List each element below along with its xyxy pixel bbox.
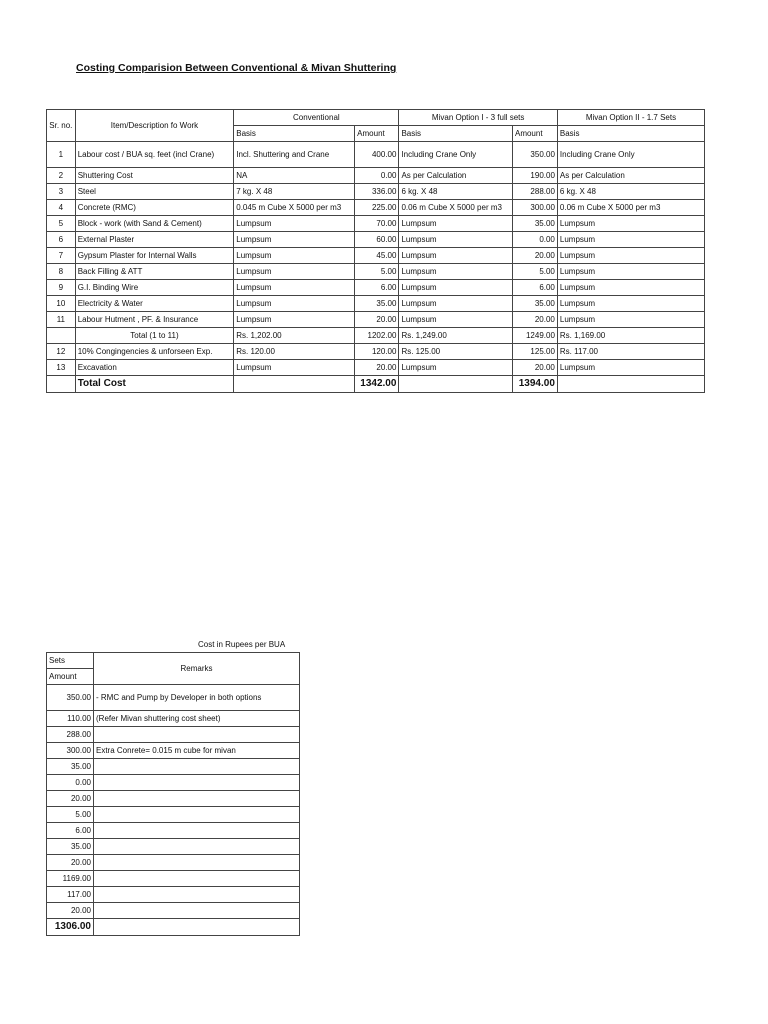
mivan1-amount-cell: 5.00	[512, 264, 557, 280]
header-item: Item/Description fo Work	[75, 110, 234, 142]
remark-cell	[94, 759, 300, 775]
mivan1-basis-cell: Lumpsum	[399, 232, 513, 248]
mivan2-basis-cell: 0.06 m Cube X 5000 per m3	[557, 200, 704, 216]
mivan1-amount-cell: 1249.00	[512, 328, 557, 344]
sr-no-cell: 7	[47, 248, 76, 264]
conventional-basis-cell: Lumpsum	[234, 312, 355, 328]
remark-cell	[94, 887, 300, 903]
side-table-row	[47, 711, 300, 727]
side-table-row	[47, 887, 300, 903]
empty-cell	[557, 376, 704, 393]
sr-no-cell: 9	[47, 280, 76, 296]
mivan1-amount-cell: 288.00	[512, 184, 557, 200]
remark-cell	[94, 839, 300, 855]
mivan2-amount-cell: 5.00	[47, 807, 94, 823]
item-cell: Labour cost / BUA sq. feet (incl Crane)	[75, 142, 234, 168]
conventional-basis-cell: Lumpsum	[234, 232, 355, 248]
mivan2-amount-cell: 117.00	[47, 887, 94, 903]
costing-table	[46, 109, 705, 393]
header-amount: Amount	[355, 126, 399, 142]
sr-no-cell	[47, 328, 76, 344]
page-title: Costing Comparision Between Conventional & Mivan Shuttering	[76, 62, 397, 74]
sr-no-cell: 5	[47, 216, 76, 232]
empty-cell	[234, 376, 355, 393]
mivan1-basis-cell: Rs. 1,249.00	[399, 328, 513, 344]
mivan2-basis-cell: Lumpsum	[557, 280, 704, 296]
mivan1-amount-cell: 190.00	[512, 168, 557, 184]
header-mivan-option-2: Mivan Option II - 1.7 Sets	[557, 110, 704, 126]
mivan2-basis-cell: Rs. 117.00	[557, 344, 704, 360]
conventional-amount-cell: 336.00	[355, 184, 399, 200]
sr-no-cell: 4	[47, 200, 76, 216]
mivan-option-2-continued-table	[46, 652, 300, 936]
item-cell: G.I. Binding Wire	[75, 280, 234, 296]
remark-cell	[94, 871, 300, 887]
table-row	[47, 328, 705, 344]
conventional-basis-cell: Lumpsum	[234, 280, 355, 296]
mivan2-amount-cell: 6.00	[47, 823, 94, 839]
conventional-basis-cell: 7 kg. X 48	[234, 184, 355, 200]
header-mivan-option-1: Mivan Option I - 3 full sets	[399, 110, 557, 126]
mivan1-amount-cell: 20.00	[512, 312, 557, 328]
remark-cell	[94, 791, 300, 807]
conventional-amount-cell: 20.00	[355, 360, 399, 376]
item-cell: Shuttering Cost	[75, 168, 234, 184]
mivan1-basis-cell: Lumpsum	[399, 216, 513, 232]
empty-cell	[47, 376, 76, 393]
mivan2-amount-cell: 20.00	[47, 791, 94, 807]
table-row	[47, 200, 705, 216]
conventional-basis-cell: Incl. Shuttering and Crane	[234, 142, 355, 168]
remark-cell	[94, 775, 300, 791]
mivan1-basis-cell: Lumpsum	[399, 280, 513, 296]
total-conventional-amount: 1342.00	[355, 376, 399, 393]
conventional-amount-cell: 1202.00	[355, 328, 399, 344]
remark-cell: (Refer Mivan shuttering cost sheet)	[94, 711, 300, 727]
side-table-row	[47, 775, 300, 791]
mivan2-basis-cell: As per Calculation	[557, 168, 704, 184]
side-table-row	[47, 743, 300, 759]
table-row	[47, 142, 705, 168]
conventional-basis-cell: Lumpsum	[234, 264, 355, 280]
mivan2-amount-cell: 35.00	[47, 759, 94, 775]
remark-cell	[94, 807, 300, 823]
table-row	[47, 168, 705, 184]
table-row	[47, 312, 705, 328]
item-cell: 10% Congingencies & unforseen Exp.	[75, 344, 234, 360]
sr-no-cell: 13	[47, 360, 76, 376]
conventional-amount-cell: 120.00	[355, 344, 399, 360]
mivan2-basis-cell: Lumpsum	[557, 248, 704, 264]
mivan1-basis-cell: Lumpsum	[399, 360, 513, 376]
sr-no-cell: 10	[47, 296, 76, 312]
remark-cell	[94, 823, 300, 839]
item-cell: Electricity & Water	[75, 296, 234, 312]
empty-cell	[94, 919, 300, 936]
sr-no-cell: 8	[47, 264, 76, 280]
mivan1-basis-cell: Including Crane Only	[399, 142, 513, 168]
mivan2-amount-cell: 35.00	[47, 839, 94, 855]
conventional-basis-cell: Rs. 1,202.00	[234, 328, 355, 344]
mivan2-basis-cell: Lumpsum	[557, 264, 704, 280]
conventional-basis-cell: Lumpsum	[234, 360, 355, 376]
header-amount: Amount	[512, 126, 557, 142]
side-header-row-1	[47, 653, 300, 669]
mivan1-amount-cell: 300.00	[512, 200, 557, 216]
item-cell: Labour Hutment , PF. & Insurance	[75, 312, 234, 328]
side-table-row	[47, 807, 300, 823]
table-row	[47, 280, 705, 296]
conventional-amount-cell: 20.00	[355, 312, 399, 328]
conventional-basis-cell: Lumpsum	[234, 296, 355, 312]
header-mivan-option-2-tail: Sets	[47, 653, 94, 669]
conventional-amount-cell: 45.00	[355, 248, 399, 264]
mivan1-amount-cell: 125.00	[512, 344, 557, 360]
empty-cell	[399, 376, 513, 393]
header-basis: Basis	[234, 126, 355, 142]
table-row	[47, 248, 705, 264]
sr-no-cell: 2	[47, 168, 76, 184]
conventional-basis-cell: NA	[234, 168, 355, 184]
table-row	[47, 296, 705, 312]
sr-no-cell: 6	[47, 232, 76, 248]
total-cost-row	[47, 376, 705, 393]
mivan1-basis-cell: Lumpsum	[399, 296, 513, 312]
side-table-row	[47, 685, 300, 711]
mivan2-basis-cell: Lumpsum	[557, 232, 704, 248]
header-sr-no: Sr. no.	[47, 110, 76, 142]
mivan2-basis-cell: Lumpsum	[557, 360, 704, 376]
mivan2-basis-cell: Lumpsum	[557, 216, 704, 232]
mivan1-amount-cell: 35.00	[512, 216, 557, 232]
remark-cell	[94, 903, 300, 919]
mivan2-basis-cell: Including Crane Only	[557, 142, 704, 168]
mivan1-amount-cell: 20.00	[512, 248, 557, 264]
conventional-amount-cell: 6.00	[355, 280, 399, 296]
header-row-1	[47, 110, 705, 126]
mivan1-amount-cell: 6.00	[512, 280, 557, 296]
mivan1-basis-cell: As per Calculation	[399, 168, 513, 184]
conventional-basis-cell: Rs. 120.00	[234, 344, 355, 360]
mivan1-basis-cell: Rs. 125.00	[399, 344, 513, 360]
table-row	[47, 360, 705, 376]
mivan2-amount-cell: 20.00	[47, 855, 94, 871]
sr-no-cell: 3	[47, 184, 76, 200]
mivan2-basis-cell: Rs. 1,169.00	[557, 328, 704, 344]
total-cost-label: Total Cost	[75, 376, 234, 393]
total-mivan1-amount: 1394.00	[512, 376, 557, 393]
mivan2-basis-cell: Lumpsum	[557, 296, 704, 312]
table-row	[47, 184, 705, 200]
header-remarks: Remarks	[94, 653, 300, 685]
mivan1-basis-cell: Lumpsum	[399, 264, 513, 280]
remark-cell	[94, 727, 300, 743]
mivan2-basis-cell: 6 kg. X 48	[557, 184, 704, 200]
mivan2-amount-cell: 110.00	[47, 711, 94, 727]
item-cell: Excavation	[75, 360, 234, 376]
mivan2-amount-cell: 350.00	[47, 685, 94, 711]
conventional-basis-cell: Lumpsum	[234, 248, 355, 264]
header-conventional: Conventional	[234, 110, 399, 126]
conventional-amount-cell: 70.00	[355, 216, 399, 232]
header-basis: Basis	[557, 126, 704, 142]
mivan2-amount-cell: 288.00	[47, 727, 94, 743]
sr-no-cell: 12	[47, 344, 76, 360]
item-cell: Gypsum Plaster for Internal Walls	[75, 248, 234, 264]
item-cell: Total (1 to 11)	[75, 328, 234, 344]
side-table-row	[47, 839, 300, 855]
mivan1-amount-cell: 35.00	[512, 296, 557, 312]
conventional-amount-cell: 5.00	[355, 264, 399, 280]
side-caption: Cost in Rupees per BUA	[198, 640, 286, 649]
item-cell: Block - work (with Sand & Cement)	[75, 216, 234, 232]
side-table-row	[47, 791, 300, 807]
sr-no-cell: 11	[47, 312, 76, 328]
side-table-row	[47, 903, 300, 919]
header-basis: Basis	[399, 126, 513, 142]
sr-no-cell: 1	[47, 142, 76, 168]
remark-cell: Extra Conrete= 0.015 m cube for mivan	[94, 743, 300, 759]
conventional-amount-cell: 0.00	[355, 168, 399, 184]
mivan2-amount-cell: 0.00	[47, 775, 94, 791]
total-mivan2-amount: 1306.00	[47, 919, 94, 936]
header-amount: Amount	[47, 669, 94, 685]
mivan1-basis-cell: 0.06 m Cube X 5000 per m3	[399, 200, 513, 216]
conventional-basis-cell: Lumpsum	[234, 216, 355, 232]
item-cell: External Plaster	[75, 232, 234, 248]
mivan1-amount-cell: 0.00	[512, 232, 557, 248]
conventional-basis-cell: 0.045 m Cube X 5000 per m3	[234, 200, 355, 216]
mivan2-amount-cell: 300.00	[47, 743, 94, 759]
conventional-amount-cell: 225.00	[355, 200, 399, 216]
mivan1-basis-cell: Lumpsum	[399, 312, 513, 328]
table-row	[47, 264, 705, 280]
mivan1-amount-cell: 350.00	[512, 142, 557, 168]
conventional-amount-cell: 60.00	[355, 232, 399, 248]
item-cell: Steel	[75, 184, 234, 200]
mivan2-amount-cell: 1169.00	[47, 871, 94, 887]
table-row	[47, 344, 705, 360]
side-table-row	[47, 759, 300, 775]
side-table-row	[47, 855, 300, 871]
side-table-row	[47, 727, 300, 743]
table-row	[47, 232, 705, 248]
remark-cell: - RMC and Pump by Developer in both options	[94, 685, 300, 711]
table-row	[47, 216, 705, 232]
conventional-amount-cell: 400.00	[355, 142, 399, 168]
side-total-row	[47, 919, 300, 936]
mivan1-basis-cell: Lumpsum	[399, 248, 513, 264]
side-table-row	[47, 871, 300, 887]
mivan2-amount-cell: 20.00	[47, 903, 94, 919]
conventional-amount-cell: 35.00	[355, 296, 399, 312]
mivan1-basis-cell: 6 kg. X 48	[399, 184, 513, 200]
mivan1-amount-cell: 20.00	[512, 360, 557, 376]
remark-cell	[94, 855, 300, 871]
item-cell: Concrete (RMC)	[75, 200, 234, 216]
side-table-row	[47, 823, 300, 839]
item-cell: Back Filling & ATT	[75, 264, 234, 280]
mivan2-basis-cell: Lumpsum	[557, 312, 704, 328]
